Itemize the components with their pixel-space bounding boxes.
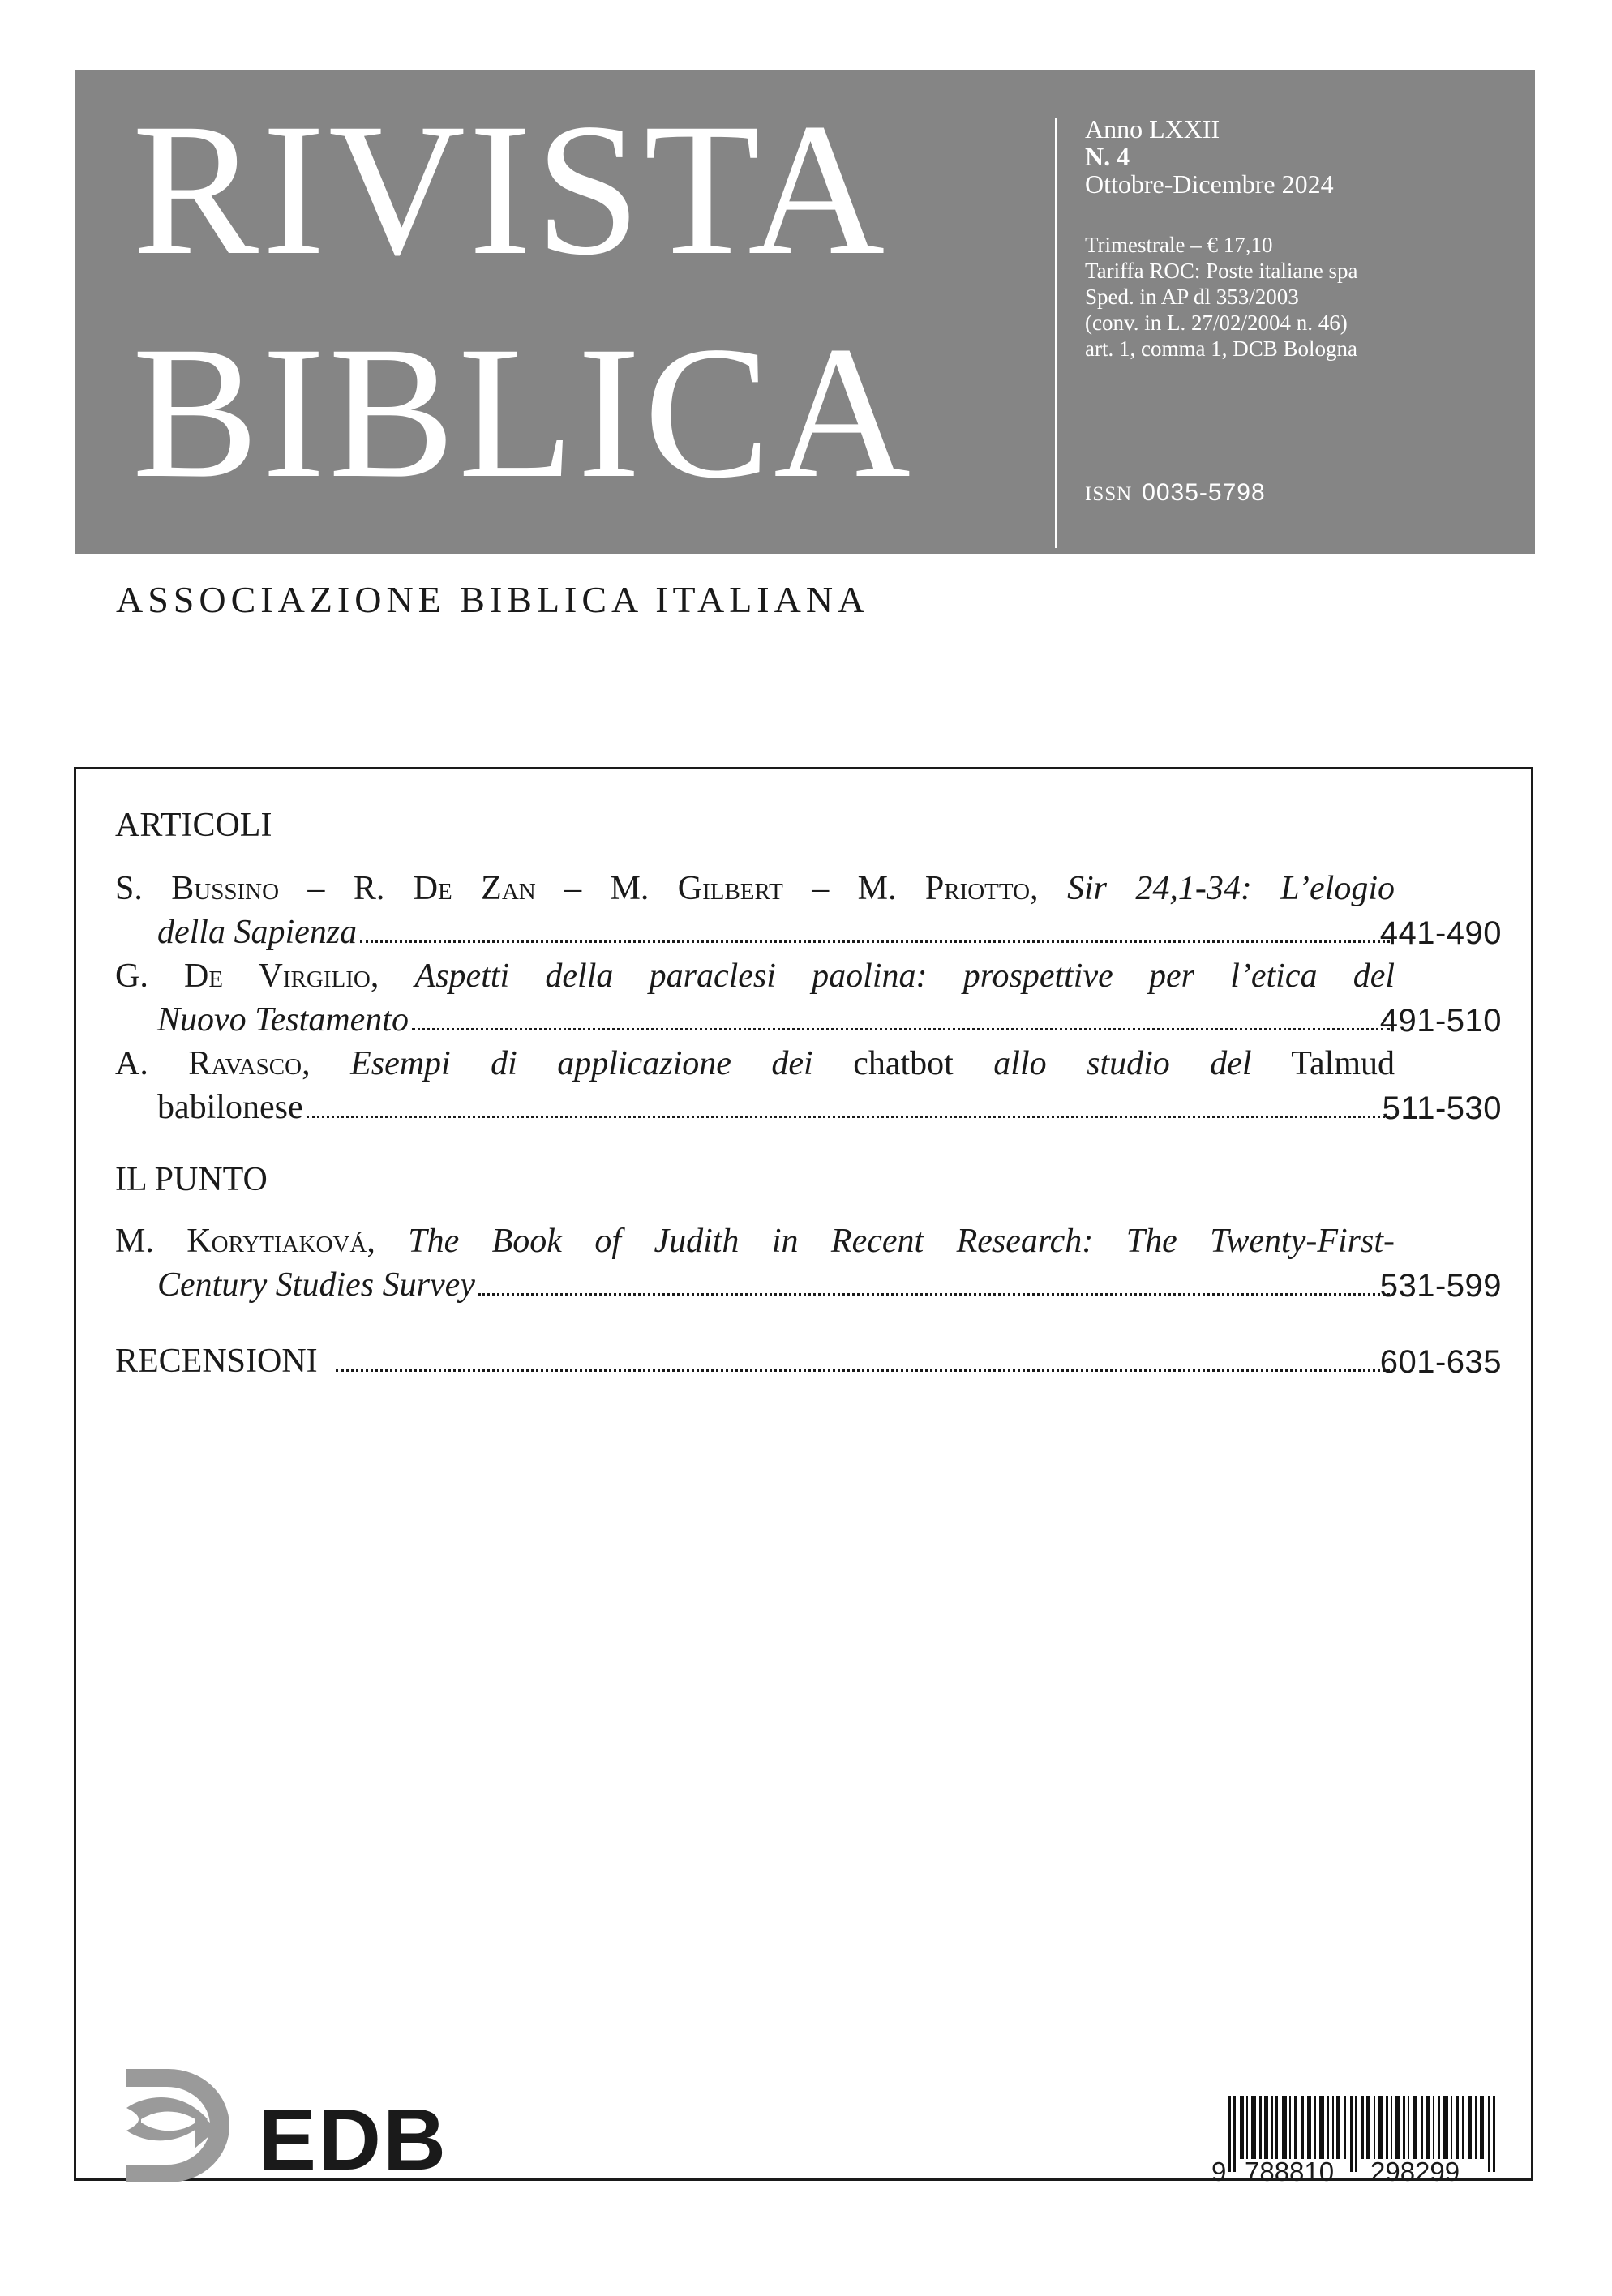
toc-entry[interactable] [115, 867, 1395, 954]
masthead [75, 70, 1535, 554]
author-name: M. Priotto [857, 870, 1031, 907]
issn [1085, 479, 1266, 507]
issn-label: ISSN [1085, 483, 1133, 505]
journal-title-line1: RIVISTA [132, 84, 889, 294]
toc-entry-line [115, 998, 1395, 1042]
article-title-cont: babilonese [157, 1089, 303, 1126]
masthead-divider [1055, 118, 1057, 548]
issn-number: 0035-5798 [1142, 479, 1266, 506]
article-title-roman: chatbot [853, 1045, 954, 1082]
publisher-logo-text: EDB [258, 2090, 448, 2188]
author-separator: – [535, 870, 611, 907]
postal-line: art. 1, comma 1, DCB Bologna [1085, 336, 1357, 361]
article-title: The Book of Judith in Recent Research: The Twenty-First- [408, 1223, 1395, 1260]
author-name: A. Ravasco [115, 1045, 302, 1082]
article-title: Sir 24,1-34: L’elogio [1066, 870, 1395, 907]
article-title: Aspetti della paraclesi paolina: prospettive per l’etica del [414, 957, 1395, 995]
barcode-digit-first: 9 [1211, 2157, 1227, 2187]
punctuation: , [367, 1223, 375, 1260]
barcode-digits-group2: 298299 [1370, 2157, 1460, 2187]
article-title-cont: Nuovo Testamento [157, 1001, 409, 1039]
toc-entry-line [115, 1339, 1395, 1383]
postal-line: Tariffa ROC: Poste italiane spa [1085, 259, 1358, 283]
author-name: R. De Zan [353, 870, 536, 907]
page-range: 441-490 [1379, 915, 1502, 951]
section-heading-recensioni: RECENSIONI [115, 1343, 318, 1380]
journal-title-line2: BIBLICA [132, 306, 914, 517]
toc-entry-line [115, 1219, 1395, 1263]
page-range: 601-635 [1379, 1344, 1502, 1380]
section-heading-articoli: ARTICOLI [115, 807, 272, 844]
issue-year: Anno LXXII [1085, 114, 1220, 144]
article-title-roman: Talmud [1291, 1045, 1395, 1082]
punctuation: , [302, 1045, 311, 1082]
postal-line: Sped. in AP dl 353/2003 [1085, 285, 1299, 309]
postal-line: Trimestrale – € 17,10 [1085, 233, 1273, 257]
article-title: Esempi di applicazione dei [350, 1045, 813, 1082]
postal-line: (conv. in L. 27/02/2004 n. 46) [1085, 311, 1348, 335]
page-range: 531-599 [1379, 1268, 1502, 1304]
toc-entry-line [115, 1263, 1395, 1307]
postal-info [1085, 232, 1358, 362]
punctuation: , [1030, 870, 1039, 907]
leader-dots [412, 1027, 1390, 1030]
article-title: allo studio del [993, 1045, 1252, 1082]
section-heading-il-punto: IL PUNTO [115, 1161, 268, 1198]
leader-dots [360, 940, 1390, 943]
issue-number: N. 4 [1085, 142, 1130, 171]
toc-entry[interactable] [115, 1042, 1395, 1129]
leader-dots [307, 1115, 1390, 1118]
author-name: S. Bussino [115, 870, 280, 907]
toc-entry-line [115, 1042, 1395, 1086]
table-of-contents [74, 767, 1533, 2188]
author-separator: – [279, 870, 354, 907]
page-range: 491-510 [1379, 1003, 1502, 1039]
article-title-cont: della Sapienza [157, 914, 358, 951]
toc-entry-line [115, 910, 1395, 954]
toc-entry-line [115, 954, 1395, 998]
toc-entry[interactable] [115, 954, 1395, 1042]
toc-entry-line [115, 1086, 1395, 1129]
issue-period: Ottobre-Dicembre 2024 [1085, 169, 1334, 199]
author-name: G. De Virgilio [115, 957, 371, 995]
issue-info [1085, 115, 1334, 198]
leader-dots [336, 1369, 1390, 1372]
author-separator: – [782, 870, 858, 907]
author-name: M. Gilbert [610, 870, 783, 907]
toc-entry-line [115, 867, 1395, 910]
page-range: 511-530 [1382, 1090, 1502, 1126]
author-name: M. Korytiaková [115, 1223, 367, 1260]
punctuation: , [370, 957, 379, 995]
toc-entry[interactable] [115, 1219, 1395, 1307]
association-name: ASSOCIAZIONE BIBLICA ITALIANA [116, 579, 870, 620]
toc-entry[interactable] [115, 1339, 1395, 1383]
leader-dots [478, 1292, 1390, 1296]
article-title-cont: Century Studies Survey [157, 1266, 475, 1304]
barcode-digits-group1: 788810 [1245, 2157, 1335, 2187]
